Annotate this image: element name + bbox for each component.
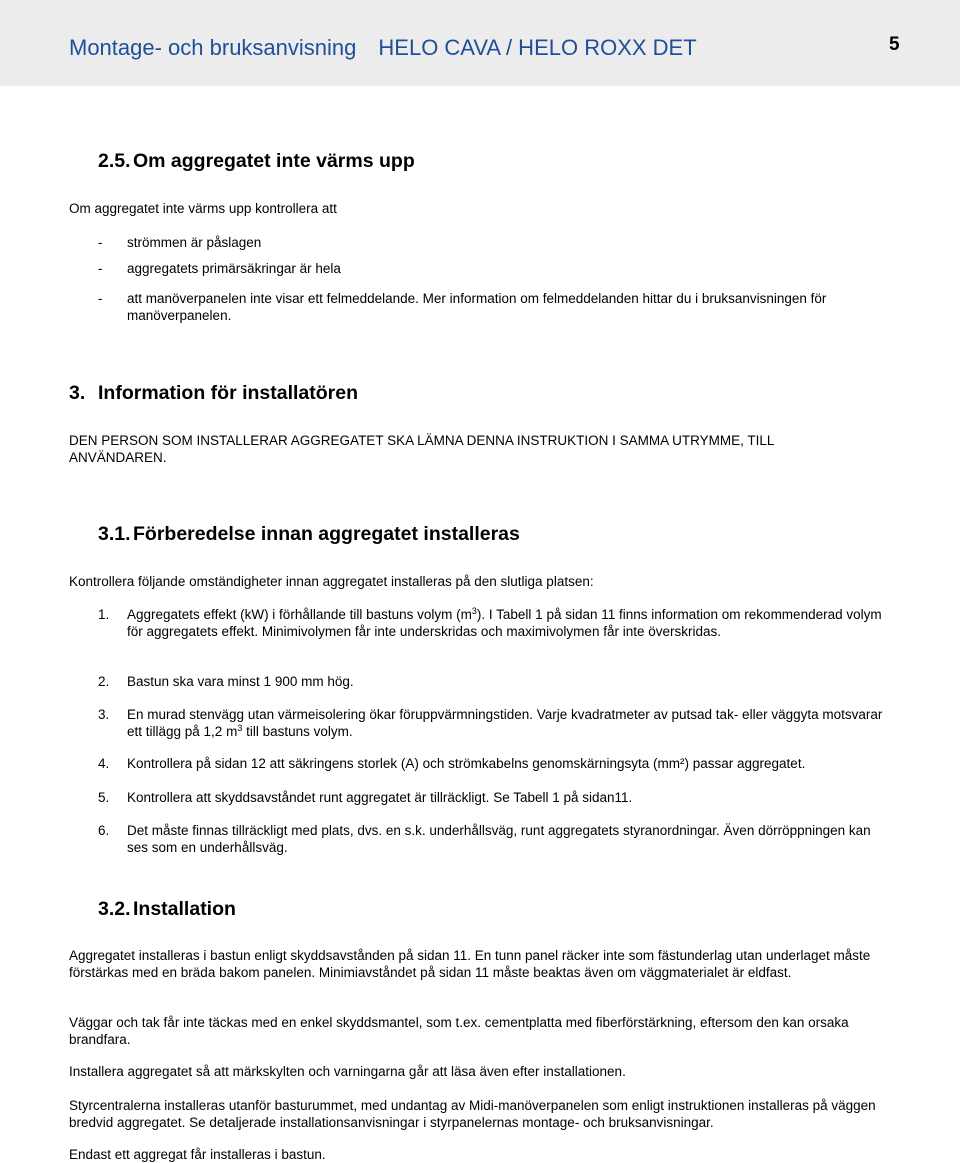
page-header [0, 0, 960, 86]
list-item: 4. Kontrollera på sidan 12 att säkringens storlek (A) och strömkabelns genomskärningsyta (mm²) passar aggregatet. [98, 756, 806, 771]
heading-number: 3.1. [98, 523, 131, 545]
heading-2-5 [98, 150, 415, 173]
heading-3-2 [98, 898, 236, 921]
list-item: 1. Aggregatets effekt (kW) i förhållande till bastuns volym $(m^3)$. I Tabell 1 på sidan 11 finns information om rekommenderad volym för aggregatets effekt. Minimivolymen får inte underskridas och maximivolymen får inte överskridas. [98, 606, 882, 639]
paragraph-intro-2-5: Om aggregatet inte värms upp kontrollera att [69, 201, 337, 216]
manual-title: Montage- och bruksanvisning [69, 35, 357, 60]
list-item: - strömmen är påslagen [98, 235, 262, 250]
paragraph: Installera aggregatet så att märkskylten och varningarna går att läsa även efter installationen. [69, 1064, 626, 1079]
page-number: 5 [889, 34, 900, 55]
list-item: - aggregatets primärsäkringar är hela [98, 261, 341, 276]
list-item: 5. Kontrollera att skyddsavståndet runt aggregatet är tillräckligt. Se Tabell 1 på sidan11. [98, 790, 633, 805]
heading-number: 3.2. [98, 898, 131, 920]
heading-number: 3. [69, 382, 86, 404]
heading-3 [69, 382, 358, 405]
list-item: 3. En murad stenvägg utan värmeisolering ökar föruppvärmningstiden. Varje kvadratmeter av putsad tak- eller väggyta motsvarar ett tillägg på 1,2 $m^3$ till bastuns volym. [98, 707, 883, 739]
list-item: 2. Bastun ska vara minst 1 900 mm hög. [98, 674, 354, 689]
list-item: - att manöverpanelen inte visar ett felmeddelande. Mer information om felmeddelanden hittar du i bruksanvisningen för manöverpanelen. [98, 291, 827, 323]
list-item: 6. Det måste finnas tillräckligt med plats, dvs. en s.k. underhållsväg, runt aggregatets styranordningar. Även dörröppningen kan ses som en underhållsväg. [98, 823, 871, 855]
model-title: HELO CAVA / HELO ROXX DET [378, 35, 697, 60]
heading-text: Installation [133, 898, 236, 920]
heading-number: 2.5. [98, 150, 131, 172]
header-title [69, 35, 697, 61]
heading-text: Information för installatören [98, 382, 359, 404]
paragraph: Väggar och tak får inte täckas med en enkel skyddsmantel, som t.ex. cementplatta med fiberförstärkning, eftersom den kan orsaka brandfara. [69, 1015, 849, 1047]
installer-notice: DEN PERSON SOM INSTALLERAR AGGREGATET SKA LÄMNA DENNA INSTRUKTION I SAMMA UTRYMME, TILL ANVÄNDAREN. [69, 433, 774, 465]
heading-text: Förberedelse innan aggregatet installeras [133, 523, 520, 545]
paragraph: Endast ett aggregat får installeras i bastun. [69, 1147, 326, 1162]
paragraph: Aggregatet installeras i bastun enligt skyddsavstånden på sidan 11. En tunn panel räcker inte som fästunderlag utan underlaget måste förstärkas med en bräda bakom panelen. Minimiavståndet på sidan 11 måste beaktas även om väggmaterialet är eldfast. [69, 948, 871, 980]
heading-text: Om aggregatet inte värms upp [133, 150, 415, 172]
heading-3-1 [98, 523, 520, 546]
paragraph: Styrcentralerna installeras utanför basturummet, med undantag av Midi-manöverpanelen som enligt instruktionen installeras på väggen bredvid aggregatet. Se detaljerade installationsanvisningar i styrpanelernas montage- och bruksanvisningar. [69, 1098, 876, 1130]
paragraph-intro-3-1: Kontrollera följande omständigheter innan aggregatet installeras på den slutliga platsen: [69, 574, 594, 589]
